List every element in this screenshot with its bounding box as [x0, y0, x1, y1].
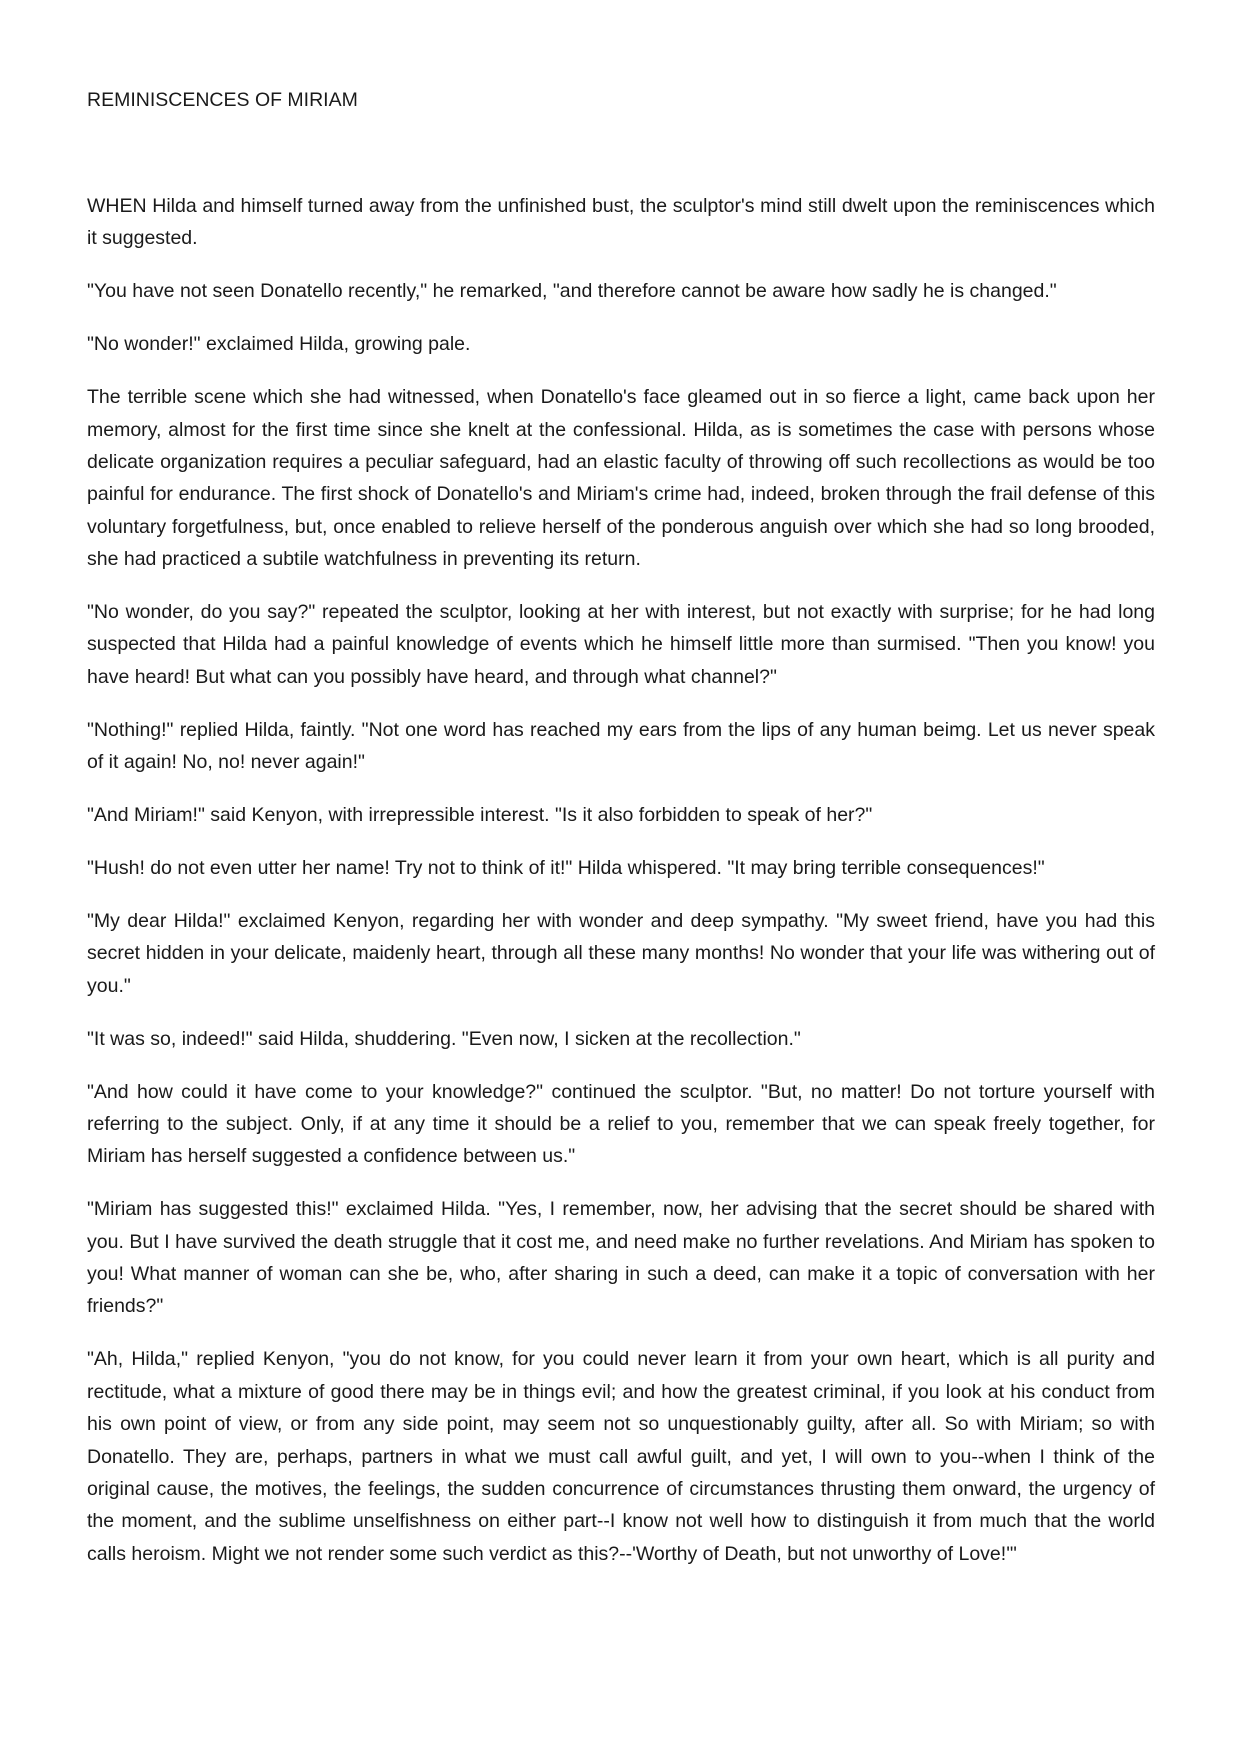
paragraph: "And Miriam!" said Kenyon, with irrepressible interest. "Is it also forbidden to speak of her?" [87, 804, 873, 827]
paragraph: "Ah, Hilda," replied Kenyon, "you do not know, for you could never learn it from your own heart, which is all purity and rectitude, what a mixture of good there may be in things evil; and how the greatest criminal, if you look at his conduct from his own point of view, or from any side point, may seem not so unquestionably guilty, after all. So with Miriam; so with Donatello. They are, perhaps, partners in what we must call awful guilt, and yet, I will own to you--when I think of the original cause, the motives, the feelings, the sudden concurrence of circumstances thrusting them onward, the urgency of the moment, and the sublime unselfishness on either part--I know not well how to distinguish it from much that the world calls heroism. Might we not render some such verdict as this?--'Worthy of Death, but not unworthy of Love!'" [87, 1348, 1155, 1565]
paragraph: "Nothing!" replied Hilda, faintly. "Not one word has reached my ears from the lips of any human beimg. Let us never speak of it again! No, no! never again!" [87, 718, 1155, 774]
chapter-title: REMINISCENCES OF MIRIAM [87, 89, 358, 111]
paragraph: The terrible scene which she had witnessed, when Donatello's face gleamed out in so fierce a light, came back upon her memory, almost for the first time since she knelt at the confessional. Hilda, as is sometimes the case with persons whose delicate organization requires a peculiar safeguard, had an elastic faculty of throwing off such recollections as would be too painful for endurance. The first shock of Donatello's and Miriam's crime had, indeed, broken through the frail defense of this voluntary forgetfulness, but, once enabled to relieve herself of the ponderous anguish over which she had so long brooded, she had practiced a subtile watchfulness in preventing its return. [87, 386, 1155, 571]
chapter-body [87, 190, 1155, 1591]
paragraph: "You have not seen Donatello recently," he remarked, "and therefore cannot be aware how sadly he is changed." [87, 280, 1057, 303]
paragraph: "Miriam has suggested this!" exclaimed Hilda. "Yes, I remember, now, her advising that the secret should be shared with you. But I have survived the death struggle that it cost me, and need make no further revelations. And Miriam has spoken to you! What manner of woman can she be, who, after sharing in such a deed, can make it a topic of conversation with her friends?" [87, 1198, 1155, 1318]
paragraph: "My dear Hilda!" exclaimed Kenyon, regarding her with wonder and deep sympathy. "My sweet friend, have you had this secret hidden in your delicate, maidenly heart, through all these many months! No wonder that your life was withering out of you." [87, 909, 1155, 997]
paragraph: "No wonder!" exclaimed Hilda, growing pale. [87, 333, 471, 356]
paragraph: "And how could it have come to your knowledge?" continued the sculptor. "But, no matter! Do not torture yourself with referring to the subject. Only, if at any time it should be a relief to you, remember that we can speak freely together, for Miriam has herself suggested a confidence between us." [87, 1080, 1155, 1168]
paragraph: "No wonder, do you say?" repeated the sculptor, looking at her with interest, but not exactly with surprise; for he had long suspected that Hilda had a painful knowledge of events which he himself little more than surmised. "Then you know! you have heard! But what can you possibly have heard, and through what channel?" [87, 601, 1155, 688]
paragraph: "Hush! do not even utter her name! Try not to think of it!" Hilda whispered. "It may bring terrible consequences!" [87, 857, 1045, 879]
paragraph: WHEN Hilda and himself turned away from the unfinished bust, the sculptor's mind still dwelt upon the reminiscences which it suggested. [87, 195, 1155, 250]
paragraph: "It was so, indeed!" said Hilda, shuddering. "Even now, I sicken at the recollection." [87, 1027, 801, 1050]
